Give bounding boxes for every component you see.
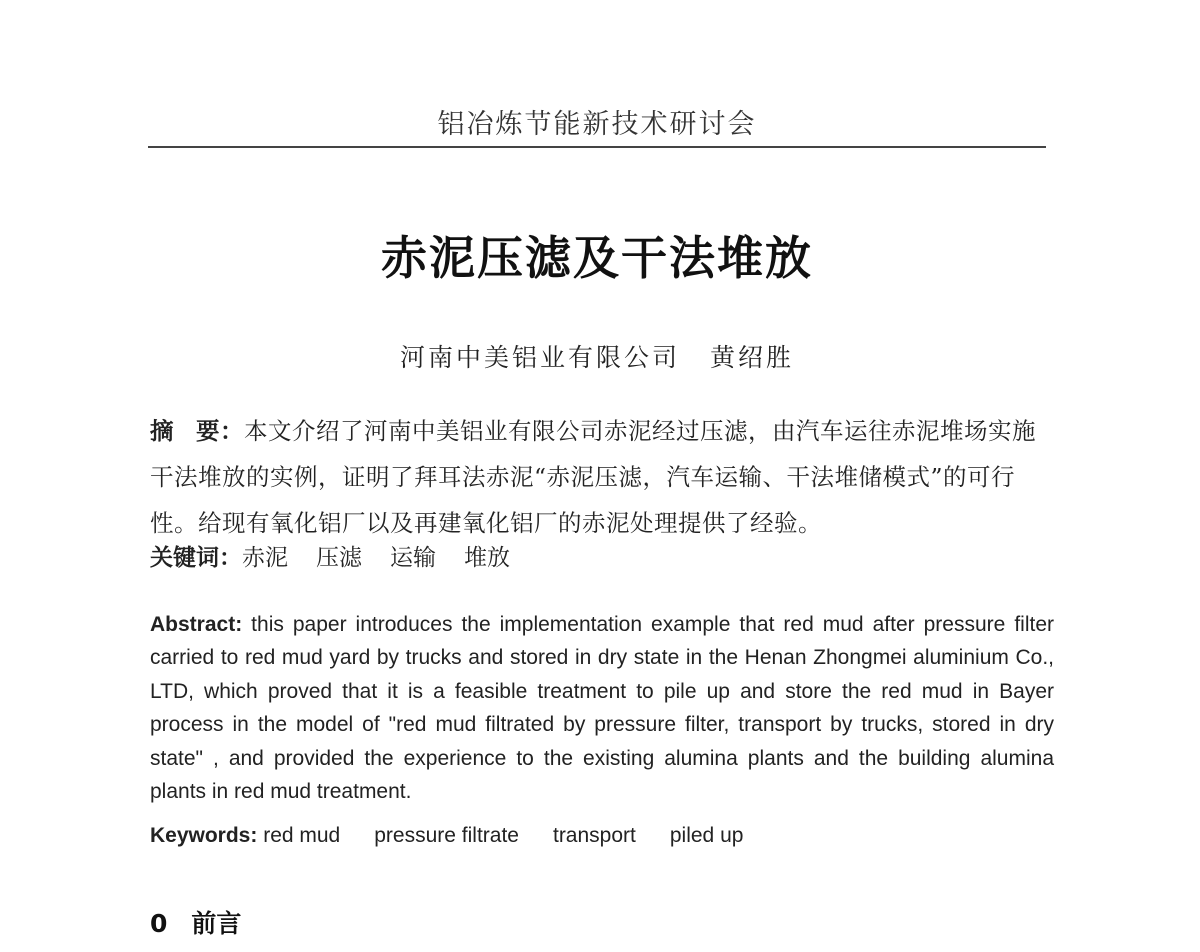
keyword-item: 运输 <box>390 545 436 571</box>
section-number: 0 <box>150 909 168 938</box>
section-heading <box>150 904 750 940</box>
header-rule <box>148 146 1046 148</box>
keywords-chinese-label: 关键词： <box>150 545 242 571</box>
keyword-item: transport <box>552 824 636 847</box>
keyword-item: 堆放 <box>464 545 510 571</box>
keyword-item: 压滤 <box>316 545 362 571</box>
keywords-chinese <box>150 540 1050 576</box>
abstract-english <box>150 608 1054 808</box>
keyword-item: piled up <box>669 824 744 847</box>
author-line <box>148 338 1046 374</box>
keywords-english <box>150 820 1050 852</box>
affiliation: 河南中美铝业有限公司 <box>399 343 680 372</box>
abstract-chinese <box>150 408 1050 546</box>
abstract-chinese-label: 摘 要： <box>150 417 244 445</box>
section-title: 前言 <box>191 909 242 938</box>
keywords-english-label: Keywords: <box>150 824 258 847</box>
running-header: 铝冶炼节能新技术研讨会 <box>437 109 757 140</box>
keyword-item: red mud <box>263 824 341 847</box>
abstract-chinese-text: 本文介绍了河南中美铝业有限公司赤泥经过压滤，由汽车运往赤泥堆场实施干法堆放的实例，证明了拜耳法赤泥“赤泥压滤，汽车运输、干法堆储模式”的可行性。给现有氧化铝厂以及再建氧化铝厂的赤泥处理提供了经验。 <box>150 417 1036 537</box>
keyword-item: 赤泥 <box>242 545 288 571</box>
keyword-item: pressure filtrate <box>374 824 519 847</box>
paper-title: 赤泥压滤及干法堆放 <box>381 231 813 285</box>
abstract-english-label: Abstract: <box>150 613 243 636</box>
author-name: 黄绍胜 <box>710 343 795 372</box>
abstract-english-text: this paper introduces the implementation example that red mud after pressure filter carried to red mud yard by trucks and stored in dry state in the Henan Zhongmei aluminium Co., LTD, which proved that it is a feasible treatment to pile up and store the red mud in Bayer process in the model of "red mud filtrated by pressure filter, transport by trucks, stored in dry state" , and provided the experience to the existing alumina plants and the building alumina plants in red mud treatment. <box>150 613 1054 804</box>
